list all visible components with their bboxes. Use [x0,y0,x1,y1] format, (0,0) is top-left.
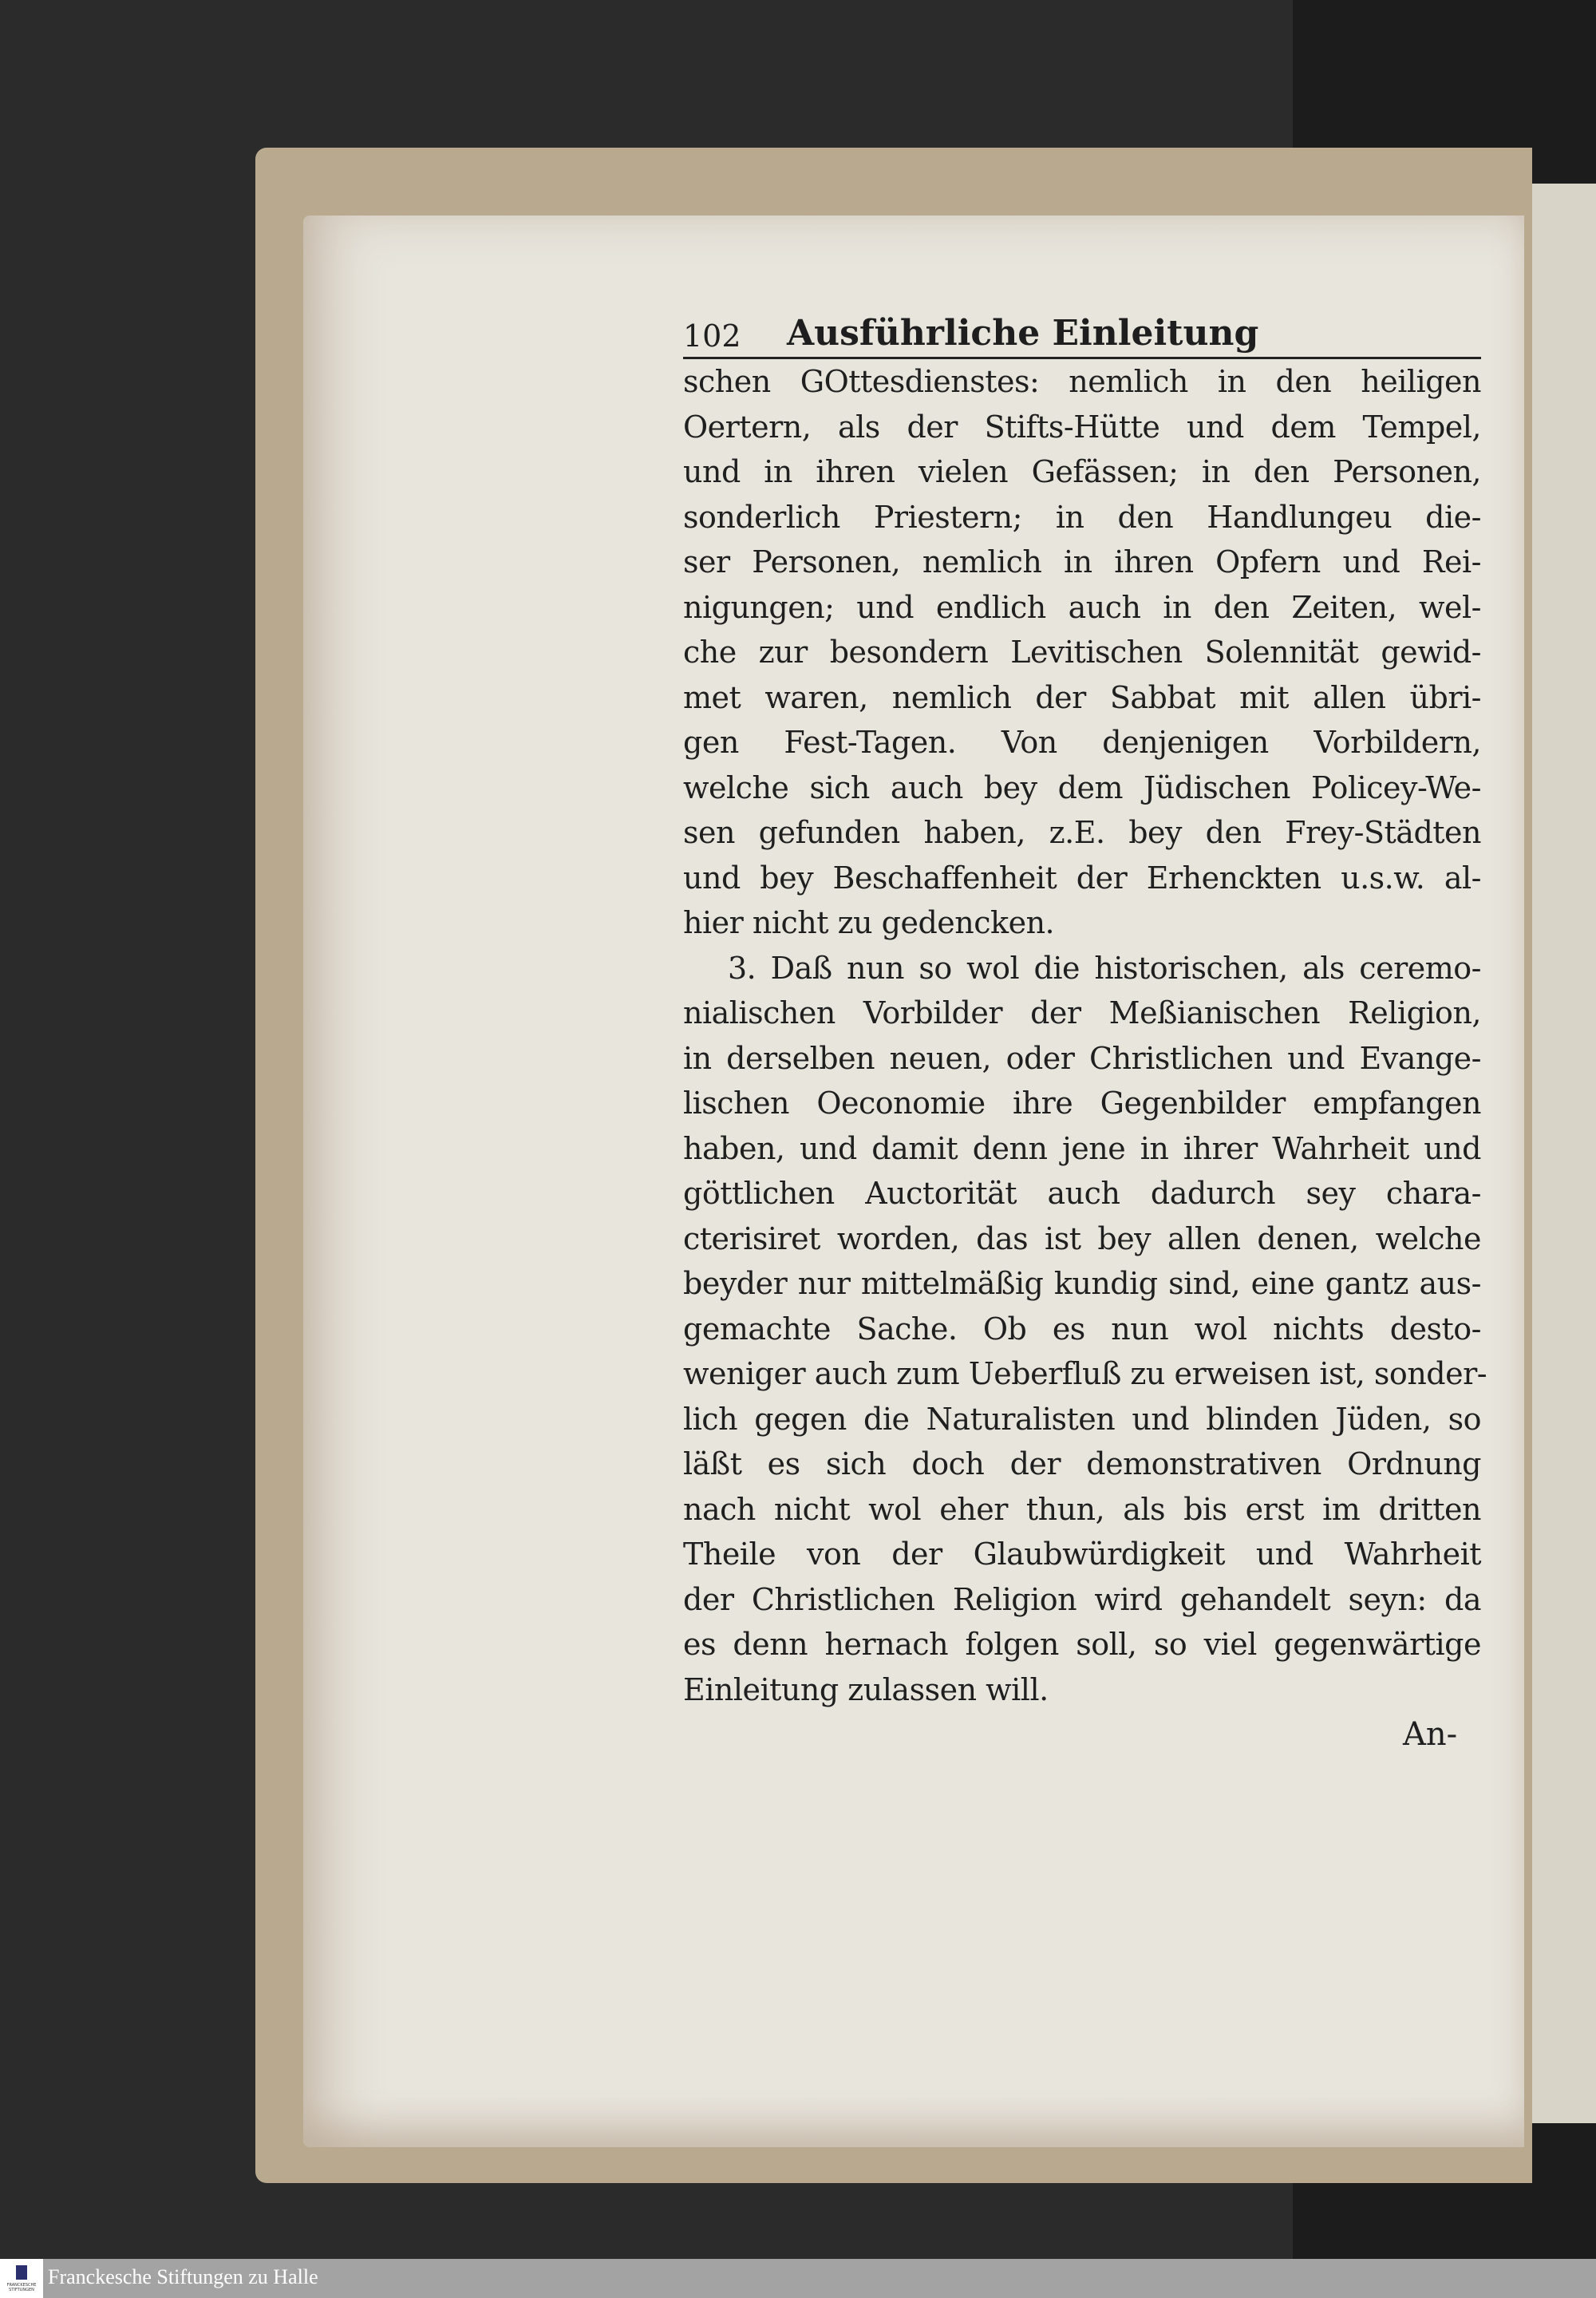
text-line: in derselben neuen, oder Christlichen und Evange- [683,1040,1481,1076]
logo-text: FRANCKESCHE STIFTUNGEN [6,2283,37,2292]
text-line: beyder nur mittelmäßig kundig sind, eine gantz aus- [683,1266,1481,1301]
text-line: hier nicht zu gedencken. [683,905,1055,940]
running-head: Ausführliche Einleitung [787,313,1259,354]
text-line: nigungen; und endlich auch in den Zeiten, wel- [683,589,1481,625]
page-header [683,315,1481,359]
text-line: haben, und damit denn jene in ihrer Wahrheit und [683,1130,1481,1166]
text-line: Theile von der Glaubwürdigkeit und Wahrheit [683,1537,1481,1572]
institution-logo [0,2259,43,2298]
text-line: es denn hernach folgen soll, so viel gegenwärtige [683,1627,1481,1662]
text-line: gemachte Sache. Ob es nun wol nichts desto- [683,1311,1481,1347]
text-line: läßt es sich doch der demonstrativen Ordnung [683,1446,1481,1481]
text-line: gen Fest-Tagen. Von denjenigen Vorbildern, [683,725,1481,760]
text-line: 3. Daß nun so wol die historischen, als ceremo- [728,950,1481,986]
text-line: und in ihren vielen Gefässen; in den Personen, [683,454,1481,489]
text-line: met waren, nemlich der Sabbat mit allen übri- [683,679,1481,715]
text-line: und bey Beschaffenheit der Erhenckten u.s.w. al- [683,860,1481,896]
text-line: nach nicht wol eher thun, als bis erst im dritten [683,1491,1481,1527]
text-line: der Christlichen Religion wird gehandelt seyn: da [683,1581,1481,1617]
text-line: sonderlich Priestern; in den Handlungeu die- [683,499,1481,535]
text-line: sen gefunden haben, z.E. bey den Frey-Städten [683,815,1481,850]
text-line: welche sich auch bey dem Jüdischen Policey-We- [683,769,1481,805]
text-line: göttlichen Auctorität auch dadurch sey chara- [683,1176,1481,1211]
text-line: schen GOttesdienstes: nemlich in den heiligen [683,364,1481,399]
logo-figure-icon [16,2265,27,2280]
text-line: lischen Oeconomie ihre Gegenbilder empfangen [683,1086,1481,1121]
text-line: cterisiret worden, das ist bey allen denen, welche [683,1220,1481,1256]
text-line: che zur besondern Levitischen Solennität gewid- [683,635,1481,670]
text-line: weniger auch zum Ueberfluß zu erweisen ist, sonder- [683,1356,1487,1391]
text-line: ser Personen, nemlich in ihren Opfern und Rei- [683,544,1481,579]
text-line: nialischen Vorbilder der Meßianischen Religion, [683,995,1481,1030]
text-line: Einleitung zulassen will. [683,1671,1049,1707]
catchword: An- [1403,1716,1458,1753]
text-line: lich gegen die Naturalisten und blinden Jüden, so [683,1401,1481,1437]
footer-bar [0,2259,1596,2298]
body-text [683,359,1487,1712]
text-block [683,313,1487,1712]
text-line: Oertern, als der Stifts-Hütte und dem Tempel, [683,409,1481,445]
institution-name: Franckesche Stiftungen zu Halle [48,2265,318,2288]
page-number: 102 [683,318,741,354]
